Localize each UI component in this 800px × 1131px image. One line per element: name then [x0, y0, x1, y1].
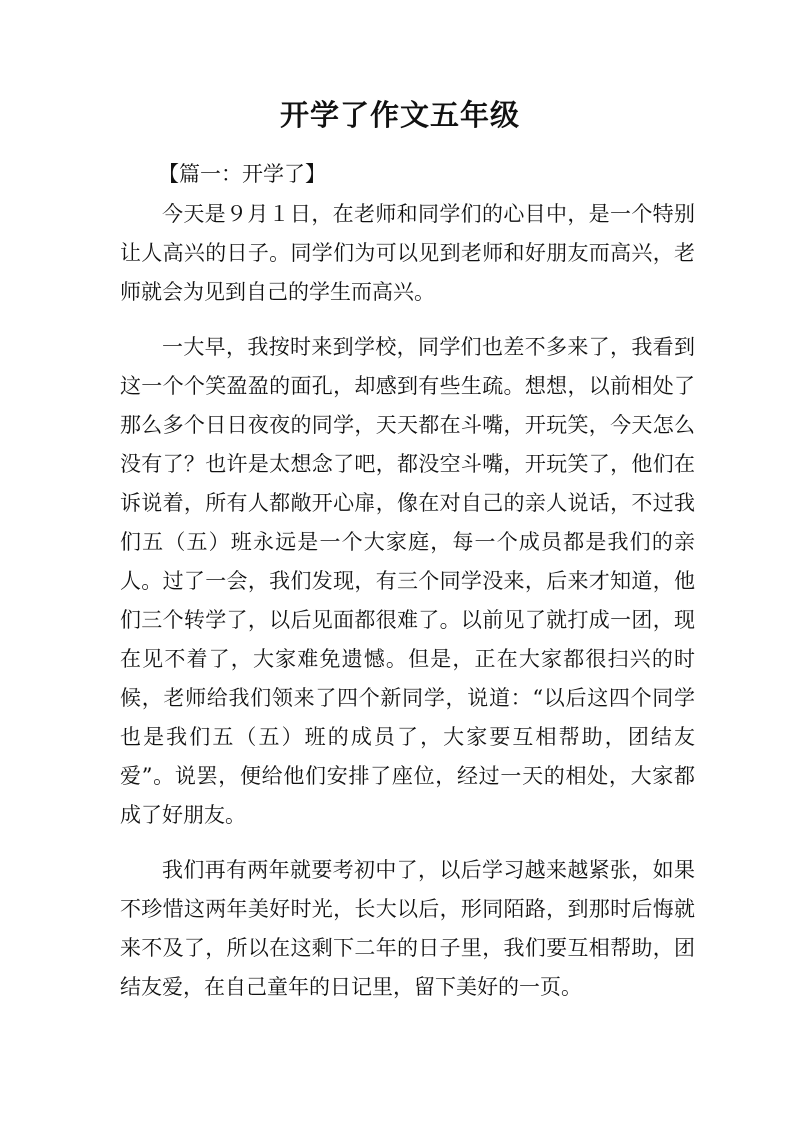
paragraph-3: 我们再有两年就要考初中了，以后学习越来越紧张，如果不珍惜这两年美好时光，长大以后，形同陌路，到那时后悔就来不及了，所以在这剩下二年的日子里，我们要互相帮助，团结友爱，在自己童年的日记里，留下美好的一页。 — [120, 858, 695, 999]
document-title: 开学了作文五年级 — [279, 98, 520, 132]
document-body — [120, 195, 695, 1023]
section-heading: 【篇一：开学了】 — [158, 162, 326, 186]
paragraph-1: 今天是９月１日，在老师和同学们的心目中，是一个特别让人高兴的日子。同学们为可以见到老师和好朋友而高兴，老师就会为见到自己的学生而高兴。 — [120, 202, 695, 304]
paragraph-2: 一大早，我按时来到学校，同学们也差不多来了，我看到这一个个笑盈盈的面孔，却感到有些生疏。想想，以前相处了那么多个日日夜夜的同学，天天都在斗嘴，开玩笑，今天怎么没有了？也许是太想念了吧，都没空斗嘴，开玩笑了，他们在诉说着，所有人都敞开心扉，像在对自己的亲人说话，不过我们五（五）班永远是一个大家庭，每一个成员都是我们的亲人。过了一会，我们发现，有三个同学没来，后来才知道，他们三个转学了，以后见面都很难了。以前见了就打成一团，现在见不着了，大家难免遗憾。但是，正在大家都很扫兴的时候，老师给我们领来了四个新同学，说道：“以后这四个同学也是我们五（五）班的成员了，大家要互相帮助，团结友爱”。说罢，便给他们安排了座位，经过一天的相处，大家都成了好朋友。 — [120, 335, 695, 827]
